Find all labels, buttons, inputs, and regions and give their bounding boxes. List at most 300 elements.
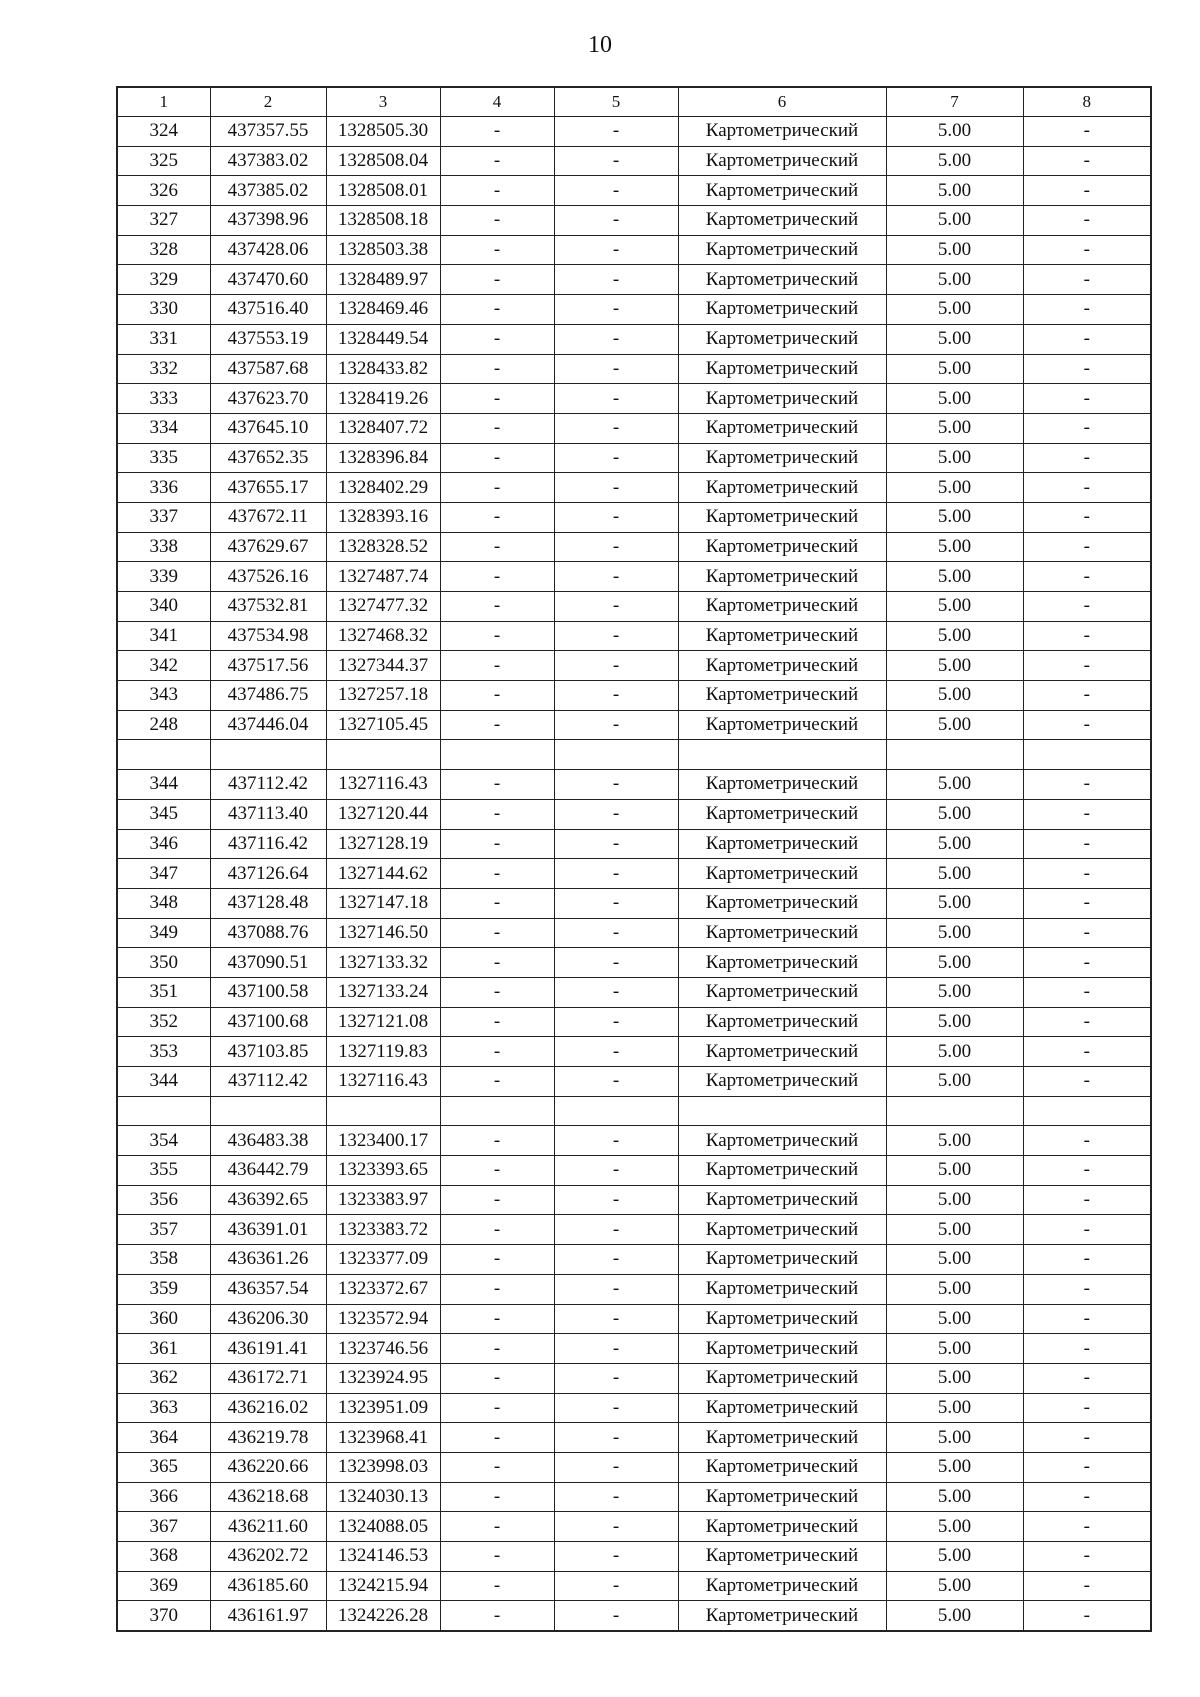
cell-accuracy: 5.00 (886, 1304, 1023, 1334)
cell-col-8: - (1023, 413, 1151, 443)
cell-accuracy: 5.00 (886, 799, 1023, 829)
cell-col-8: - (1023, 1571, 1151, 1601)
cell-method: Картометрический (678, 651, 886, 681)
cell-col-8: - (1023, 473, 1151, 503)
cell-x-coordinate: 436161.97 (210, 1601, 326, 1631)
cell-col-8: - (1023, 948, 1151, 978)
cell-method: Картометрический (678, 1007, 886, 1037)
cell-accuracy: 5.00 (886, 829, 1023, 859)
table-row (117, 710, 1151, 740)
cell-col-5: - (554, 206, 678, 236)
cell-point-number: 364 (117, 1423, 210, 1453)
cell-y-coordinate: 1324226.28 (326, 1601, 440, 1631)
cell-col-4: - (440, 681, 554, 711)
cell-y-coordinate (326, 740, 440, 770)
table-body (117, 87, 1151, 1631)
cell-col-8: - (1023, 176, 1151, 206)
table-row (117, 1304, 1151, 1334)
cell-y-coordinate: 1323998.03 (326, 1452, 440, 1482)
cell-col-4: - (440, 621, 554, 651)
cell-y-coordinate: 1327147.18 (326, 888, 440, 918)
column-header-7: 7 (886, 87, 1023, 117)
cell-method: Картометрический (678, 1334, 886, 1364)
cell-y-coordinate: 1327133.24 (326, 977, 440, 1007)
cell-method: Картометрический (678, 1423, 886, 1453)
cell-col-5: - (554, 1304, 678, 1334)
cell-accuracy: 5.00 (886, 176, 1023, 206)
cell-point-number: 350 (117, 948, 210, 978)
cell-col-4: - (440, 1007, 554, 1037)
cell-method (678, 740, 886, 770)
cell-y-coordinate: 1328489.97 (326, 265, 440, 295)
cell-y-coordinate: 1327344.37 (326, 651, 440, 681)
table-row (117, 1037, 1151, 1067)
table-row (117, 1245, 1151, 1275)
cell-y-coordinate: 1327121.08 (326, 1007, 440, 1037)
table-row (117, 621, 1151, 651)
cell-y-coordinate (326, 1096, 440, 1126)
cell-accuracy: 5.00 (886, 1215, 1023, 1245)
cell-accuracy: 5.00 (886, 206, 1023, 236)
cell-y-coordinate: 1323746.56 (326, 1334, 440, 1364)
cell-col-5: - (554, 1215, 678, 1245)
cell-x-coordinate (210, 1096, 326, 1126)
cell-x-coordinate: 437486.75 (210, 681, 326, 711)
cell-point-number: 360 (117, 1304, 210, 1334)
cell-point-number: 348 (117, 888, 210, 918)
cell-y-coordinate: 1328419.26 (326, 384, 440, 414)
cell-method: Картометрический (678, 1215, 886, 1245)
cell-point-number: 345 (117, 799, 210, 829)
cell-y-coordinate: 1327468.32 (326, 621, 440, 651)
cell-col-8: - (1023, 235, 1151, 265)
cell-col-4: - (440, 799, 554, 829)
cell-method: Картометрический (678, 1245, 886, 1275)
cell-col-4: - (440, 1126, 554, 1156)
cell-accuracy: 5.00 (886, 117, 1023, 147)
cell-col-8: - (1023, 681, 1151, 711)
cell-col-4: - (440, 473, 554, 503)
table-row (117, 354, 1151, 384)
cell-method: Картометрический (678, 799, 886, 829)
cell-method: Картометрический (678, 1156, 886, 1186)
cell-y-coordinate: 1328407.72 (326, 413, 440, 443)
cell-method: Картометрический (678, 859, 886, 889)
cell-accuracy: 5.00 (886, 562, 1023, 592)
column-header-3: 3 (326, 87, 440, 117)
cell-col-5: - (554, 681, 678, 711)
cell-accuracy: 5.00 (886, 1601, 1023, 1631)
cell-y-coordinate: 1327116.43 (326, 770, 440, 800)
cell-accuracy: 5.00 (886, 1452, 1023, 1482)
cell-point-number: 327 (117, 206, 210, 236)
table-row (117, 1452, 1151, 1482)
cell-y-coordinate: 1324088.05 (326, 1512, 440, 1542)
cell-x-coordinate: 437398.96 (210, 206, 326, 236)
cell-accuracy: 5.00 (886, 443, 1023, 473)
cell-method: Картометрический (678, 592, 886, 622)
cell-method: Картометрический (678, 1126, 886, 1156)
cell-col-5: - (554, 1067, 678, 1097)
cell-col-4: - (440, 384, 554, 414)
cell-y-coordinate: 1328508.01 (326, 176, 440, 206)
cell-col-4: - (440, 859, 554, 889)
cell-col-5: - (554, 1007, 678, 1037)
cell-col-4: - (440, 592, 554, 622)
table-row (117, 532, 1151, 562)
cell-point-number: 363 (117, 1393, 210, 1423)
cell-col-4: - (440, 1067, 554, 1097)
cell-method: Картометрический (678, 265, 886, 295)
table-row (117, 948, 1151, 978)
cell-col-5: - (554, 799, 678, 829)
cell-point-number: 351 (117, 977, 210, 1007)
cell-point-number: 326 (117, 176, 210, 206)
table-row (117, 1215, 1151, 1245)
column-header-5: 5 (554, 87, 678, 117)
cell-col-4: - (440, 324, 554, 354)
cell-col-8: - (1023, 859, 1151, 889)
cell-y-coordinate: 1327128.19 (326, 829, 440, 859)
cell-x-coordinate: 437672.11 (210, 502, 326, 532)
cell-x-coordinate: 437623.70 (210, 384, 326, 414)
cell-accuracy: 5.00 (886, 888, 1023, 918)
cell-accuracy: 5.00 (886, 1067, 1023, 1097)
cell-point-number: 340 (117, 592, 210, 622)
cell-accuracy: 5.00 (886, 681, 1023, 711)
cell-accuracy: 5.00 (886, 384, 1023, 414)
cell-x-coordinate: 437126.64 (210, 859, 326, 889)
cell-col-8: - (1023, 324, 1151, 354)
cell-method: Картометрический (678, 770, 886, 800)
cell-method: Картометрический (678, 502, 886, 532)
cell-method: Картометрический (678, 562, 886, 592)
cell-y-coordinate: 1324215.94 (326, 1571, 440, 1601)
cell-point-number: 329 (117, 265, 210, 295)
cell-col-8: - (1023, 1452, 1151, 1482)
table-row (117, 146, 1151, 176)
cell-y-coordinate: 1323372.67 (326, 1274, 440, 1304)
table-row (117, 117, 1151, 147)
cell-col-8: - (1023, 1007, 1151, 1037)
table-row (117, 502, 1151, 532)
cell-col-4: - (440, 1542, 554, 1572)
cell-col-8: - (1023, 592, 1151, 622)
cell-col-8: - (1023, 1245, 1151, 1275)
table-row (117, 562, 1151, 592)
cell-col-5: - (554, 829, 678, 859)
cell-col-5: - (554, 1156, 678, 1186)
cell-col-4: - (440, 562, 554, 592)
cell-y-coordinate: 1328328.52 (326, 532, 440, 562)
cell-y-coordinate: 1328469.46 (326, 295, 440, 325)
coordinates-table (116, 86, 1152, 1632)
table-row (117, 1007, 1151, 1037)
cell-accuracy: 5.00 (886, 265, 1023, 295)
cell-col-4: - (440, 1482, 554, 1512)
cell-y-coordinate: 1328508.04 (326, 146, 440, 176)
cell-col-8: - (1023, 977, 1151, 1007)
table-row-separator (117, 1096, 1151, 1126)
cell-x-coordinate: 437128.48 (210, 888, 326, 918)
cell-point-number: 346 (117, 829, 210, 859)
cell-point-number: 337 (117, 502, 210, 532)
cell-point-number: 334 (117, 413, 210, 443)
cell-method: Картометрический (678, 1363, 886, 1393)
cell-accuracy: 5.00 (886, 324, 1023, 354)
cell-y-coordinate: 1323968.41 (326, 1423, 440, 1453)
table-row (117, 651, 1151, 681)
cell-x-coordinate: 437385.02 (210, 176, 326, 206)
cell-accuracy: 5.00 (886, 1363, 1023, 1393)
cell-x-coordinate: 436185.60 (210, 1571, 326, 1601)
cell-x-coordinate: 436220.66 (210, 1452, 326, 1482)
cell-x-coordinate: 437103.85 (210, 1037, 326, 1067)
cell-point-number: 328 (117, 235, 210, 265)
cell-accuracy: 5.00 (886, 1274, 1023, 1304)
cell-accuracy: 5.00 (886, 1185, 1023, 1215)
cell-point-number: 342 (117, 651, 210, 681)
cell-col-4: - (440, 977, 554, 1007)
cell-point-number: 248 (117, 710, 210, 740)
cell-method: Картометрический (678, 948, 886, 978)
cell-col-4: - (440, 532, 554, 562)
table-row (117, 473, 1151, 503)
cell-col-4: - (440, 1512, 554, 1542)
cell-col-5: - (554, 1126, 678, 1156)
cell-col-5: - (554, 710, 678, 740)
cell-point-number: 325 (117, 146, 210, 176)
cell-col-5: - (554, 235, 678, 265)
cell-col-5: - (554, 1423, 678, 1453)
cell-col-8: - (1023, 206, 1151, 236)
column-header-6: 6 (678, 87, 886, 117)
cell-method: Картометрический (678, 146, 886, 176)
cell-col-4: - (440, 413, 554, 443)
cell-col-8: - (1023, 295, 1151, 325)
cell-accuracy: 5.00 (886, 1512, 1023, 1542)
table-row-separator (117, 740, 1151, 770)
cell-col-4: - (440, 1334, 554, 1364)
cell-x-coordinate: 437357.55 (210, 117, 326, 147)
cell-col-4: - (440, 354, 554, 384)
cell-method: Картометрический (678, 1185, 886, 1215)
cell-col-5: - (554, 1601, 678, 1631)
table-row (117, 977, 1151, 1007)
cell-point-number: 354 (117, 1126, 210, 1156)
cell-x-coordinate: 437655.17 (210, 473, 326, 503)
table-row (117, 592, 1151, 622)
cell-col-8: - (1023, 1601, 1151, 1631)
cell-col-5: - (554, 977, 678, 1007)
cell-col-4: - (440, 918, 554, 948)
cell-col-5: - (554, 1363, 678, 1393)
cell-col-8: - (1023, 532, 1151, 562)
cell-y-coordinate: 1323572.94 (326, 1304, 440, 1334)
cell-x-coordinate: 437470.60 (210, 265, 326, 295)
cell-col-8: - (1023, 146, 1151, 176)
table-row (117, 1334, 1151, 1364)
cell-x-coordinate: 436191.41 (210, 1334, 326, 1364)
table-row (117, 1156, 1151, 1186)
cell-y-coordinate: 1323377.09 (326, 1245, 440, 1275)
cell-point-number: 333 (117, 384, 210, 414)
table-row (117, 859, 1151, 889)
cell-point-number: 367 (117, 1512, 210, 1542)
cell-point-number: 361 (117, 1334, 210, 1364)
cell-col-4: - (440, 235, 554, 265)
column-header-4: 4 (440, 87, 554, 117)
cell-x-coordinate: 437100.68 (210, 1007, 326, 1037)
cell-point-number: 331 (117, 324, 210, 354)
table-row (117, 1274, 1151, 1304)
cell-y-coordinate: 1324146.53 (326, 1542, 440, 1572)
cell-x-coordinate: 436218.68 (210, 1482, 326, 1512)
cell-method: Картометрический (678, 295, 886, 325)
cell-col-5: - (554, 948, 678, 978)
cell-point-number: 359 (117, 1274, 210, 1304)
cell-accuracy: 5.00 (886, 146, 1023, 176)
cell-x-coordinate: 436202.72 (210, 1542, 326, 1572)
cell-point-number: 344 (117, 770, 210, 800)
cell-accuracy: 5.00 (886, 1571, 1023, 1601)
cell-point-number: 355 (117, 1156, 210, 1186)
cell-col-8: - (1023, 1542, 1151, 1572)
page-number: 10 (588, 32, 612, 58)
table-row (117, 1542, 1151, 1572)
cell-col-5: - (554, 117, 678, 147)
cell-accuracy: 5.00 (886, 621, 1023, 651)
cell-col-8: - (1023, 443, 1151, 473)
table-row (117, 1363, 1151, 1393)
cell-point-number: 335 (117, 443, 210, 473)
cell-accuracy (886, 740, 1023, 770)
cell-accuracy: 5.00 (886, 1334, 1023, 1364)
table-row (117, 1126, 1151, 1156)
cell-x-coordinate: 437532.81 (210, 592, 326, 622)
cell-col-8: - (1023, 770, 1151, 800)
cell-col-8: - (1023, 1037, 1151, 1067)
cell-x-coordinate: 437113.40 (210, 799, 326, 829)
cell-col-8: - (1023, 117, 1151, 147)
cell-point-number: 339 (117, 562, 210, 592)
cell-x-coordinate: 437112.42 (210, 770, 326, 800)
cell-x-coordinate: 437553.19 (210, 324, 326, 354)
table-row (117, 1423, 1151, 1453)
cell-col-4: - (440, 443, 554, 473)
cell-col-5: - (554, 384, 678, 414)
cell-point-number: 362 (117, 1363, 210, 1393)
cell-x-coordinate: 436172.71 (210, 1363, 326, 1393)
cell-x-coordinate: 436442.79 (210, 1156, 326, 1186)
cell-accuracy: 5.00 (886, 1482, 1023, 1512)
cell-accuracy: 5.00 (886, 1126, 1023, 1156)
cell-x-coordinate: 437088.76 (210, 918, 326, 948)
cell-col-5: - (554, 473, 678, 503)
cell-col-4: - (440, 1037, 554, 1067)
cell-y-coordinate: 1328393.16 (326, 502, 440, 532)
cell-point-number: 341 (117, 621, 210, 651)
cell-point-number: 368 (117, 1542, 210, 1572)
cell-y-coordinate: 1328433.82 (326, 354, 440, 384)
cell-accuracy: 5.00 (886, 473, 1023, 503)
cell-col-5: - (554, 146, 678, 176)
cell-point-number: 366 (117, 1482, 210, 1512)
cell-point-number: 353 (117, 1037, 210, 1067)
cell-col-4: - (440, 117, 554, 147)
cell-col-5: - (554, 918, 678, 948)
cell-x-coordinate: 437090.51 (210, 948, 326, 978)
cell-x-coordinate: 437517.56 (210, 651, 326, 681)
cell-col-4: - (440, 1601, 554, 1631)
cell-y-coordinate: 1327477.32 (326, 592, 440, 622)
cell-accuracy: 5.00 (886, 918, 1023, 948)
cell-col-4: - (440, 1304, 554, 1334)
table-row (117, 265, 1151, 295)
cell-col-4: - (440, 176, 554, 206)
cell-y-coordinate: 1327120.44 (326, 799, 440, 829)
table-row (117, 1067, 1151, 1097)
cell-method: Картометрический (678, 473, 886, 503)
cell-y-coordinate: 1328449.54 (326, 324, 440, 354)
table-row (117, 829, 1151, 859)
cell-col-4: - (440, 651, 554, 681)
cell-accuracy: 5.00 (886, 1007, 1023, 1037)
cell-y-coordinate: 1323400.17 (326, 1126, 440, 1156)
cell-x-coordinate: 437526.16 (210, 562, 326, 592)
cell-col-4 (440, 740, 554, 770)
cell-point-number: 330 (117, 295, 210, 325)
table-row (117, 1571, 1151, 1601)
cell-accuracy: 5.00 (886, 651, 1023, 681)
cell-y-coordinate: 1323383.72 (326, 1215, 440, 1245)
cell-col-5: - (554, 770, 678, 800)
cell-method: Картометрический (678, 888, 886, 918)
table-header-row (117, 87, 1151, 117)
cell-x-coordinate (210, 740, 326, 770)
cell-col-5 (554, 740, 678, 770)
cell-method: Картометрический (678, 1393, 886, 1423)
table-row (117, 1185, 1151, 1215)
cell-col-4: - (440, 1571, 554, 1601)
table-row (117, 1601, 1151, 1631)
cell-accuracy: 5.00 (886, 354, 1023, 384)
cell-x-coordinate: 437587.68 (210, 354, 326, 384)
cell-point-number: 343 (117, 681, 210, 711)
cell-point-number: 357 (117, 1215, 210, 1245)
cell-col-5: - (554, 354, 678, 384)
cell-point-number: 358 (117, 1245, 210, 1275)
table-row (117, 799, 1151, 829)
cell-x-coordinate: 437645.10 (210, 413, 326, 443)
cell-accuracy: 5.00 (886, 1245, 1023, 1275)
cell-col-5: - (554, 324, 678, 354)
cell-x-coordinate: 436219.78 (210, 1423, 326, 1453)
cell-x-coordinate: 437383.02 (210, 146, 326, 176)
cell-y-coordinate: 1327116.43 (326, 1067, 440, 1097)
cell-method: Картометрический (678, 829, 886, 859)
cell-x-coordinate: 437100.58 (210, 977, 326, 1007)
cell-y-coordinate: 1327146.50 (326, 918, 440, 948)
cell-y-coordinate: 1323924.95 (326, 1363, 440, 1393)
cell-x-coordinate: 436483.38 (210, 1126, 326, 1156)
cell-col-8: - (1023, 1126, 1151, 1156)
cell-method: Картометрический (678, 1571, 886, 1601)
cell-col-8: - (1023, 562, 1151, 592)
cell-col-4: - (440, 829, 554, 859)
table-row (117, 443, 1151, 473)
cell-accuracy: 5.00 (886, 592, 1023, 622)
